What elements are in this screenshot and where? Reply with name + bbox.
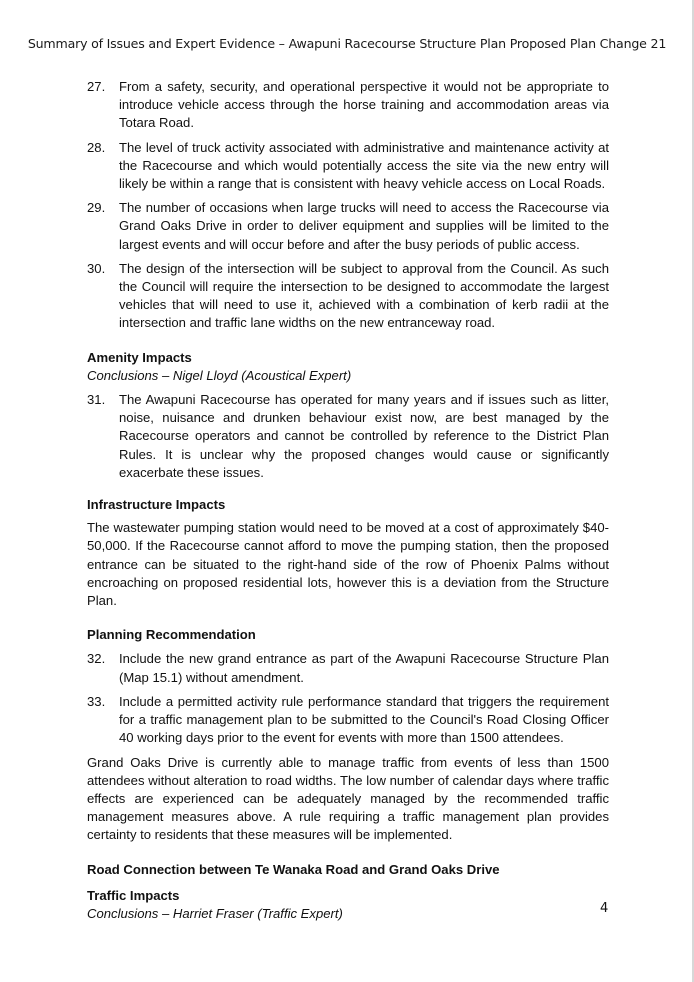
numbered-item [87, 139, 609, 194]
infrastructure-heading: Infrastructure Impacts [87, 497, 226, 513]
item-number: 31. [87, 392, 106, 408]
road-connection-heading: Road Connection between Te Wanaka Road and Grand Oaks Drive [87, 861, 500, 877]
numbered-list-planning [87, 650, 609, 747]
amenity-heading: Amenity Impacts [87, 349, 192, 365]
planning-heading: Planning Recommendation [87, 627, 256, 643]
item-number: 28. [87, 139, 106, 155]
planning-paragraph: Grand Oaks Drive is currently able to manage traffic from events of less than 1500 attendees without alteration to road widths. The low number of calendar days where traffic effects are experienced can be adequately managed by the recommended traffic management measures above. A rule requiring a traffic management plan provides certainty to residents that these measures will be implemented. [87, 754, 609, 843]
infrastructure-paragraph: The wastewater pumping station would need to be moved at a cost of approximately $40-50,000. If the Racecourse cannot afford to move the pumping station, then the proposed entrance can be situated to the right-hand side of the row of Phoenix Palms without encroaching on proposed residential lots, however this is a deviation from the Structure Plan. [87, 520, 609, 609]
numbered-item [87, 260, 609, 333]
item-number: 27. [87, 79, 106, 94]
traffic-impacts-heading: Traffic Impacts [87, 887, 180, 903]
page-header: Summary of Issues and Expert Evidence – Awapuni Racecourse Structure Plan Proposed Plan Change 21 [27, 36, 667, 51]
item-number: 33. [87, 693, 106, 709]
item-text: The level of truck activity associated with administrative and maintenance activity at the Racecourse and which would potentially access the site via the new entry will likely be within a range that is consistent with heavy vehicle access on Local Roads. [119, 139, 609, 192]
numbered-item [87, 650, 609, 686]
item-text: The design of the intersection will be subject to approval from the Council. As such the Council will require the intersection to be designed to accommodate the largest vehicles that will need to use it, achieved with a combination of kerb radii at the intersection and traffic lane widths on the new entranceway road. [119, 260, 609, 331]
traffic-impacts-subheading: Conclusions – Harriet Fraser (Traffic Expert) [87, 905, 343, 921]
numbered-item [87, 199, 609, 254]
item-text: From a safety, security, and operational perspective it would not be appropriate to introduce vehicle access through the horse training and accommodation areas via Totara Road. [119, 79, 609, 131]
item-number: 30. [87, 260, 106, 276]
numbered-list-amenity [87, 391, 609, 482]
numbered-list-traffic [87, 78, 609, 333]
page-number: 4 [600, 901, 609, 916]
item-number: 29. [87, 200, 106, 216]
item-text: The number of occasions when large trucks will need to access the Racecourse via Grand Oaks Drive in order to deliver equipment and supplies will be limited to the largest events and will occur before and after the busy periods of public access. [119, 200, 609, 252]
item-text: Include the new grand entrance as part of the Awapuni Racecourse Structure Plan (Map 15.1) without amendment. [119, 651, 609, 685]
numbered-item [87, 391, 609, 482]
item-text: The Awapuni Racecourse has operated for many years and if issues such as litter, noise, nuisance and drunken behaviour exist now, are best managed by the Racecourse operators and cannot be controlled by reference to the District Plan Rules. It is unclear why the proposed changes would cause or significantly exacerbate these issues. [119, 392, 609, 480]
item-text: Include a permitted activity rule performance standard that triggers the requirement for a traffic management plan to be submitted to the Council's Road Closing Officer 40 working days prior to the event for events with more than 1500 attendees. [119, 693, 609, 746]
item-number: 32. [87, 651, 106, 667]
amenity-subheading: Conclusions – Nigel Lloyd (Acoustical Expert) [87, 367, 352, 383]
numbered-item [87, 78, 609, 133]
numbered-item [87, 693, 609, 748]
page-content [87, 78, 609, 923]
